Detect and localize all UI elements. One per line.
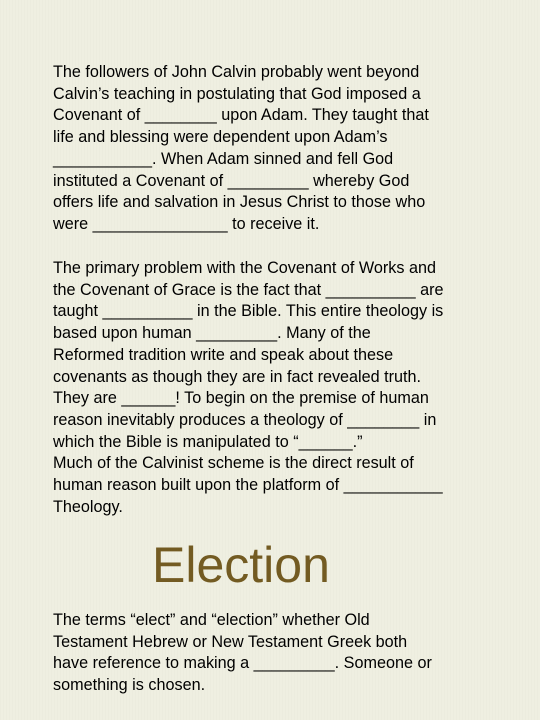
covenant-paragraph: The followers of John Calvin probably went beyond Calvin’s teaching in postulating that God imposed a Covenant of ________ upon Adam. They taught that life and blessing were dependent upon Adam’s ___________. When Adam sinned and fell God instituted a Covenant of _________ whereby God offers life and salvation in Jesus Christ to those who were _______________ to receive it. xyxy=(53,63,429,233)
election-heading: Election xyxy=(152,537,330,593)
election-paragraph: The terms “elect” and “election” whether Old Testament Hebrew or New Testament Greek both have reference to making a _________. Someone or something is chosen. xyxy=(53,611,432,695)
problem-paragraph: The primary problem with the Covenant of Works and the Covenant of Grace is the fact that __________ are taught __________ in the Bible. This entire theology is based upon human _________. Many of the Reformed tradition write and speak about these covenants as though they are in fact revealed truth. They are ______! To begin on the premise of human reason inevitably produces a theology of ________ in which the Bible is manipulated to “______.” Much of the Calvinist scheme is the direct result of human reason built upon the platform of ___________ Theology. xyxy=(53,259,444,516)
